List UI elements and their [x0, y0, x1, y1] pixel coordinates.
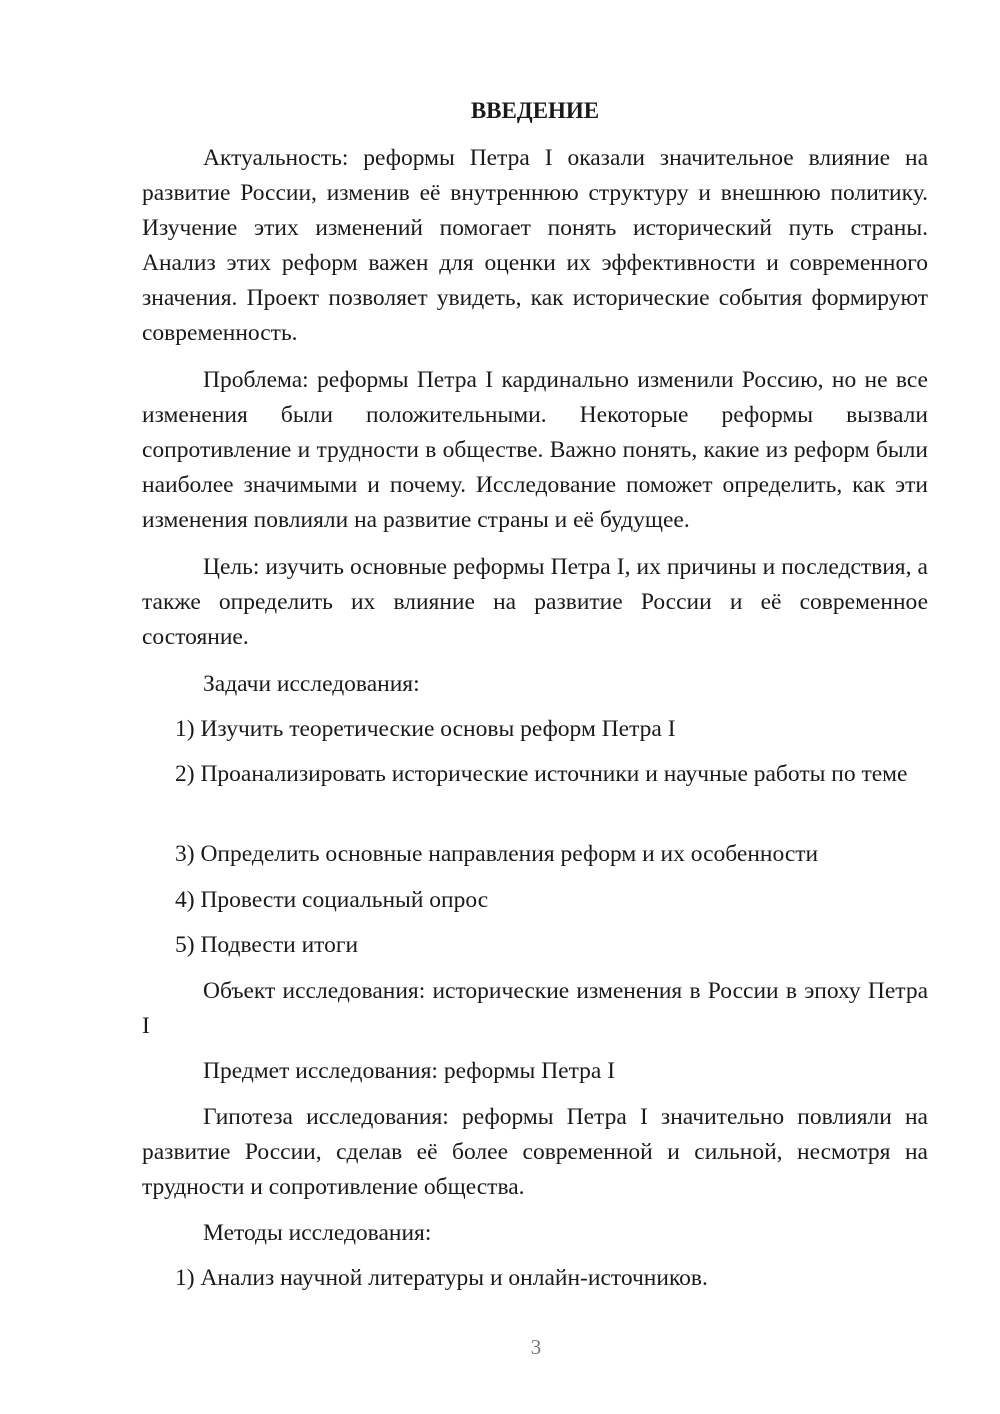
hypothesis-paragraph: Гипотеза исследования: реформы Петра I значительно повлияли на развитие России, сделав её более современной и сильной, несмотря на трудности и сопротивление общества.: [142, 1104, 928, 1200]
relevance-paragraph: Актуальность: реформы Петра I оказали значительное влияние на развитие России, изменив её внутреннюю структуру и внешнюю политику. Изучение этих изменений помогает понять исторический путь страны. Анализ этих реформ важен для оценки их эффективности и современного значения. Проект позволяет увидеть, как исторические события формируют современность.: [142, 145, 928, 346]
goal-paragraph: Цель: изучить основные реформы Петра I, их причины и последствия, а также определить их влияние на развитие России и её современное состояние.: [142, 554, 928, 650]
task-item-5: 5) Подвести итоги: [175, 932, 359, 958]
subject-paragraph: Предмет исследования: реформы Петра I: [203, 1058, 616, 1084]
task-item-2: 2) Проанализировать исторические источники и научные работы по теме: [175, 761, 908, 787]
method-item-1: 1) Анализ научной литературы и онлайн-источников.: [175, 1265, 708, 1291]
task-item-3: 3) Определить основные направления реформ и их особенности: [175, 841, 819, 867]
tasks-heading: Задачи исследования:: [203, 671, 420, 697]
page-title: ВВЕДЕНИЕ: [470, 98, 600, 123]
object-paragraph: Объект исследования: исторические изменения в России в эпоху Петра I: [142, 978, 928, 1039]
problem-paragraph: Проблема: реформы Петра I кардинально изменили Россию, но не все изменения были положительными. Некоторые реформы вызвали сопротивление и трудности в обществе. Важно понять, какие из реформ были наиболее значимыми и почему. Исследование поможет определить, как эти изменения повлияли на развитие страны и её будущее.: [142, 367, 928, 533]
task-item-4: 4) Провести социальный опрос: [175, 887, 489, 913]
methods-heading: Методы исследования:: [203, 1220, 432, 1246]
page-number: 3: [530, 1335, 542, 1359]
task-item-1: 1) Изучить теоретические основы реформ Петра I: [175, 716, 676, 742]
